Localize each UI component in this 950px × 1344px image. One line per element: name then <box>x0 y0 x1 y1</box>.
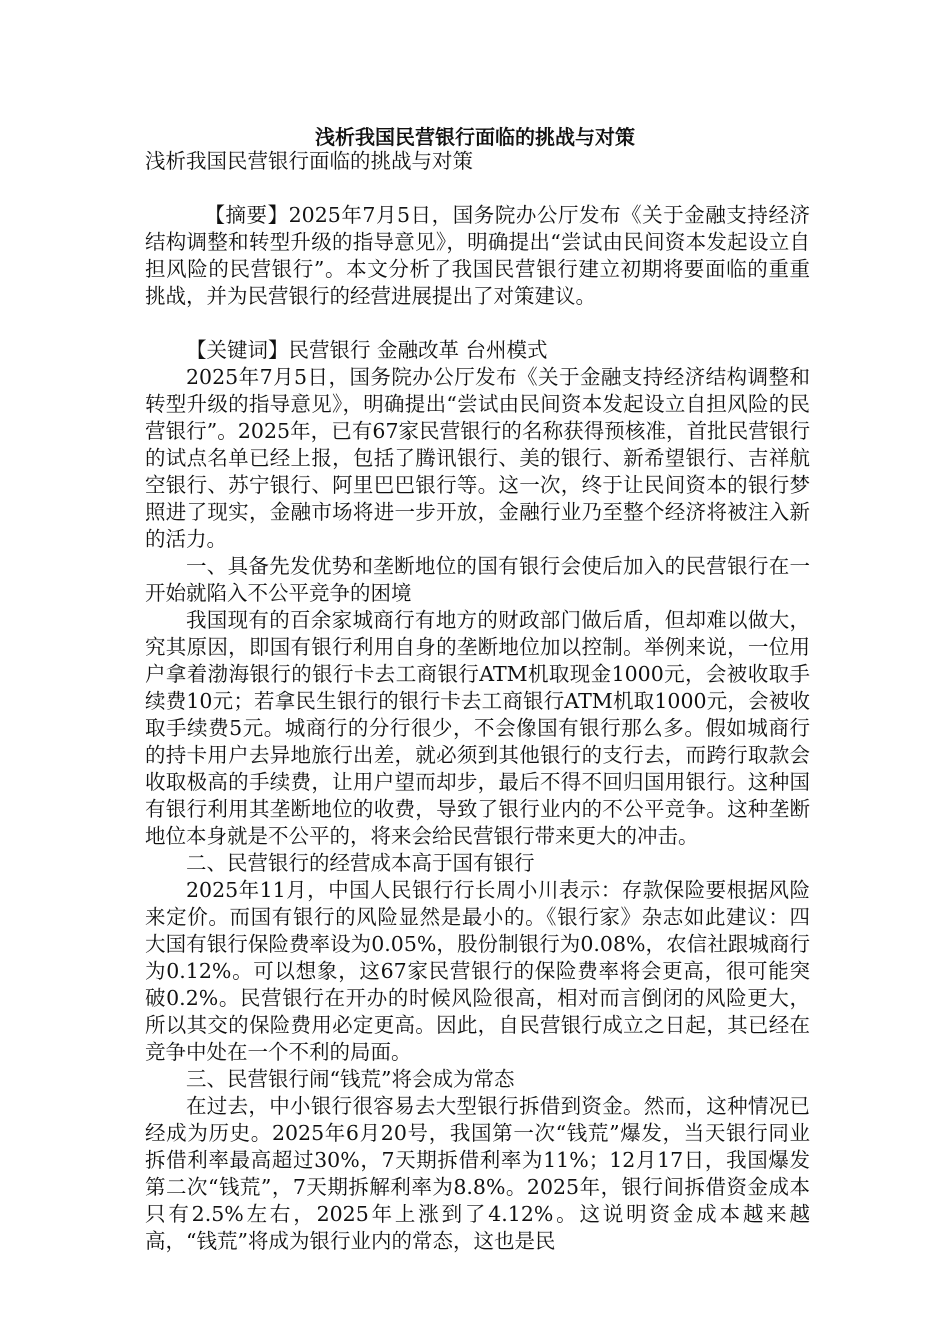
body-paragraph: 在过去，中小银行很容易去大型银行拆借到资金。然而，这种情况已经成为历史。2025年6月20号，我国第一次“钱荒”爆发，当天银行同业拆借利率最高超过30%，7天期拆借利率为11%；12月17日，我国爆发第二次“钱荒”，7天期拆解利率为8.8%。2025年，银行间拆借资金成本只有2.5%左右，2025年上涨到了4.12%。这说明资金成本越来越高，“钱荒”将成为银行业内的常态，这也是民 <box>145 1094 810 1253</box>
abstract-paragraph: 【摘要】2025年7月5日，国务院办公厅发布《关于金融支持经济结构调整和转型升级的指导意见》，明确提出“尝试由民间资本发起设立自担风险的民营银行”。本文分析了我国民营银行建立初期将要面临的重重挑战，并为民营银行的经营进展提出了对策建议。 <box>145 203 810 308</box>
document-body <box>145 148 810 1255</box>
section-heading: 一、具备先发优势和垄断地位的国有银行会使后加入的民营银行在一开始就陷入不公平竞争的困境 <box>145 554 810 605</box>
document-title: 浅析我国民营银行面临的挑战与对策 <box>315 125 635 149</box>
section-heading: 三、民营银行闹“钱荒”将会成为常态 <box>186 1067 515 1091</box>
document-subtitle: 浅析我国民营银行面临的挑战与对策 <box>145 149 473 173</box>
body-paragraph: 我国现有的百余家城商行有地方的财政部门做后盾，但却难以做大，究其原因，即国有银行利用自身的垄断地位加以控制。举例来说，一位用户拿着渤海银行的银行卡去工商银行ATM机取现金1000元，会被收取手续费10元；若拿民生银行的银行卡去工商银行ATM机取1000元，会被收取手续费5元。城商行的分行很少，不会像国有银行那么多。假如城商行的持卡用户去异地旅行出差，就必须到其他银行的支行去，而跨行取款会收取极高的手续费，让用户望而却步，最后不得不回归国用银行。这种国有银行利用其垄断地位的收费，导致了银行业内的不公平竞争。这种垄断地位本身就是不公平的，将来会给民营银行带来更大的冲击。 <box>145 608 810 848</box>
keywords-line: 【关键词】民营银行 金融改革 台州模式 <box>186 338 548 362</box>
section-heading: 二、民营银行的经营成本高于国有银行 <box>186 851 535 875</box>
body-paragraph: 2025年11月，中国人民银行行长周小川表示：存款保险要根据风险来定价。而国有银行的风险显然是最小的。《银行家》杂志如此建议：四大国有银行保险费率设为0.05%，股份制银行为0.08%，农信社跟城商行为0.12%。可以想象，这67家民营银行的保险费率将会更高，很可能突破0.2%。民营银行在开办的时候风险很高，相对而言倒闭的风险更大，所以其交的保险费用必定更高。因此，自民营银行成立之日起，其已经在竞争中处在一个不利的局面。 <box>145 878 810 1064</box>
body-paragraph: 2025年7月5日，国务院办公厅发布《关于金融支持经济结构调整和转型升级的指导意见》，明确提出“尝试由民间资本发起设立自担风险的民营银行”。2025年，已有67家民营银行的名称获得预核准，首批民营银行的试点名单已经上报，包括了腾讯银行、美的银行、新希望银行、吉祥航空银行、苏宁银行、阿里巴巴银行等。这一次，终于让民间资本的银行梦照进了现实，金融市场将进一步开放，金融行业乃至整个经济将被注入新的活力。 <box>145 365 810 551</box>
